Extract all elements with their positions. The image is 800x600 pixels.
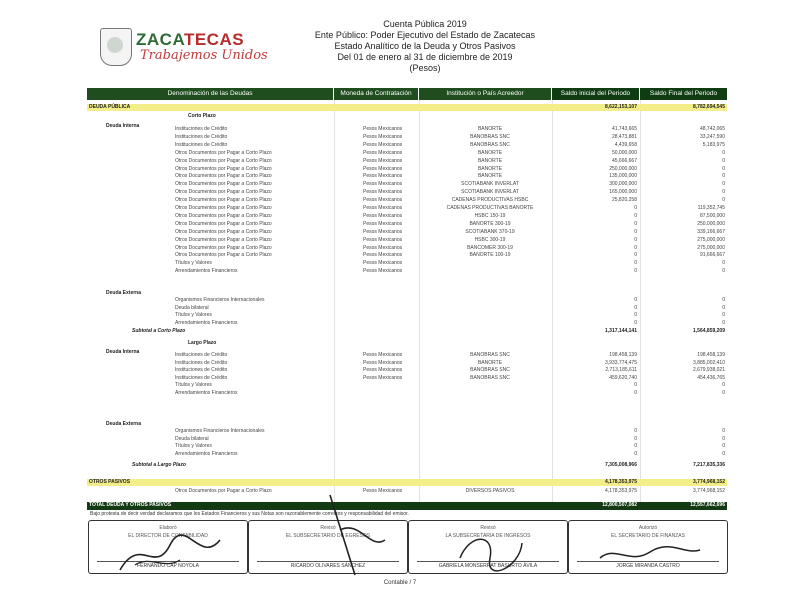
saldo-inicial-cell: 0 bbox=[634, 220, 637, 227]
saldo-final-cell: 0 bbox=[722, 173, 725, 180]
signature-action: Revisó bbox=[480, 525, 496, 531]
page-footer: Contable / 7 bbox=[383, 580, 417, 586]
subtotal-lp-final: 7,217,835,336 bbox=[693, 462, 725, 468]
saldo-inicial-cell: 0 bbox=[634, 382, 637, 389]
table-row bbox=[87, 252, 727, 259]
signature-action: Revisó bbox=[320, 525, 336, 531]
moneda-cell: Pesos Mexicanos bbox=[363, 126, 403, 132]
acreedor-cell: BANOBRAS SNC bbox=[470, 374, 510, 381]
denominacion-cell: Otros Documentos por Pagar a Corto Plazo bbox=[175, 189, 272, 196]
moneda-cell: Pesos Mexicanos bbox=[363, 352, 403, 358]
saldo-inicial-cell: 165,000,000 bbox=[609, 189, 637, 196]
saldo-final-cell: 0 bbox=[722, 268, 725, 275]
saldo-final-cell: 3,885,002,410 bbox=[693, 359, 725, 366]
saldo-inicial-cell: 0 bbox=[634, 443, 637, 450]
saldo-final-cell: 0 bbox=[722, 428, 725, 434]
moneda-cell: Pesos Mexicanos bbox=[363, 141, 403, 148]
table-row bbox=[87, 166, 727, 173]
signature-role: EL DIRECTOR DE CONTABILIDAD bbox=[128, 533, 208, 539]
table-row bbox=[87, 237, 727, 244]
total-label: TOTAL DEUDA Y OTROS PASIVOS bbox=[89, 502, 172, 508]
moneda-cell: Pesos Mexicanos bbox=[363, 181, 403, 188]
signature-name: RICARDO OLIVARES SÁNCHEZ bbox=[290, 563, 366, 569]
moneda-cell: Pesos Mexicanos bbox=[363, 173, 403, 180]
saldo-final-cell: 275,000,000 bbox=[697, 244, 725, 251]
acreedor-cell: BANORTE bbox=[477, 149, 503, 156]
denominacion-cell: Otros Documentos por Pagar a Corto Plazo bbox=[175, 205, 272, 211]
saldo-inicial-cell: 2,713,185,611 bbox=[605, 367, 637, 374]
denominacion-cell: Instituciones de Crédito bbox=[175, 133, 228, 140]
denominacion-cell: Otros Documentos por Pagar a Corto Plazo bbox=[175, 173, 272, 180]
saldo-inicial-cell: 4,439,658 bbox=[614, 141, 637, 148]
saldo-final-cell: 275,000,000 bbox=[697, 236, 725, 243]
denominacion-cell: Otros Documentos por Pagar a Corto Plazo bbox=[175, 244, 272, 251]
denominacion-cell: Otros Documentos por Pagar a Corto Plazo bbox=[175, 228, 272, 235]
table-row bbox=[87, 443, 727, 450]
table-row bbox=[87, 173, 727, 180]
denominacion-cell: Arrendamientos Financieros bbox=[175, 268, 238, 275]
denominacion-cell: Otros Documentos por Pagar a Corto Plazo bbox=[175, 149, 272, 156]
acreedor-cell: BANOBRAS SNC bbox=[470, 133, 510, 140]
table-row bbox=[87, 297, 727, 304]
signature-name: GABRIELA MONSERRAT BASURTO ÁVILA bbox=[438, 563, 538, 569]
acreedor-cell: BANORTE bbox=[477, 165, 503, 172]
saldo-final-cell: 87,500,000 bbox=[699, 212, 725, 219]
table-row bbox=[87, 428, 727, 435]
col-denominacion: Denominación de las Deudas bbox=[87, 88, 333, 100]
signature-action: Autorizó bbox=[638, 525, 658, 531]
denominacion-cell: Títulos y Valores bbox=[175, 312, 212, 319]
denominacion-cell: Instituciones de Crédito bbox=[175, 359, 228, 366]
col-saldo-inicial: Saldo inicial del Periodo bbox=[552, 88, 639, 100]
moneda-cell: Pesos Mexicanos bbox=[363, 374, 403, 381]
table-row bbox=[87, 158, 727, 165]
saldo-inicial-cell: 0 bbox=[634, 205, 637, 211]
corto-plazo-heading: Corto Plazo bbox=[188, 113, 216, 119]
acreedor-cell: CADENAS PRODUCTIVAS BANORTE bbox=[446, 205, 534, 211]
signature-line bbox=[97, 561, 239, 562]
cp-deuda-interna-label: Deuda Interna bbox=[106, 123, 140, 129]
denominacion-cell: Otros Documentos por Pagar a Corto Plazo bbox=[175, 181, 272, 188]
table-row bbox=[87, 451, 727, 458]
moneda-cell: Pesos Mexicanos bbox=[363, 228, 403, 235]
denominacion-cell: Títulos y Valores bbox=[175, 382, 212, 389]
saldo-final-cell: 0 bbox=[722, 189, 725, 196]
moneda-cell: Pesos Mexicanos bbox=[363, 149, 403, 156]
table-row bbox=[87, 134, 727, 141]
subtotal-cp-label: Subtotal a Corto Plazo bbox=[132, 328, 186, 334]
signature-line bbox=[417, 561, 559, 562]
saldo-inicial-cell: 0 bbox=[634, 435, 637, 442]
saldo-final-cell: 0 bbox=[722, 435, 725, 442]
denominacion-cell: Otros Documentos por Pagar a Corto Plazo bbox=[175, 236, 272, 243]
table-row bbox=[87, 390, 727, 397]
table-row bbox=[87, 312, 727, 319]
signature-line bbox=[257, 561, 399, 562]
table-row bbox=[87, 213, 727, 220]
denominacion-cell: Otros Documentos por Pagar a Corto Plazo bbox=[175, 197, 272, 204]
saldo-final-cell: 0 bbox=[722, 181, 725, 188]
subtotal-lp-label: Subtotal a Largo Plazo bbox=[132, 462, 186, 468]
saldo-inicial-cell: 0 bbox=[634, 297, 637, 303]
table-row bbox=[87, 382, 727, 389]
signature-block bbox=[88, 520, 248, 574]
denominacion-cell: Otros Documentos por Pagar a Corto Plazo bbox=[175, 157, 272, 164]
moneda-cell: Pesos Mexicanos bbox=[363, 205, 403, 211]
moneda-cell: Pesos Mexicanos bbox=[363, 133, 403, 140]
col-moneda: Moneda de Contratación bbox=[334, 88, 418, 100]
saldo-inicial-cell: 0 bbox=[634, 450, 637, 457]
saldo-inicial-cell: 0 bbox=[634, 212, 637, 219]
denominacion-cell: Instituciones de Crédito bbox=[175, 367, 228, 374]
largo-plazo-heading: Largo Plazo bbox=[188, 340, 217, 346]
signature-role: EL SECRETARIO DE FINANZAS bbox=[611, 533, 685, 539]
table-row bbox=[87, 126, 727, 133]
table-row bbox=[87, 305, 727, 312]
report-name: Estado Analítico de la Deuda y Otros Pasivos bbox=[334, 41, 516, 51]
saldo-inicial-cell: 0 bbox=[634, 236, 637, 243]
acreedor-cell: BANORTE 300-19 bbox=[469, 220, 511, 227]
table-row bbox=[87, 142, 727, 149]
saldo-final-cell: 454,436,765 bbox=[697, 374, 725, 381]
denominacion-cell: Títulos y Valores bbox=[175, 260, 212, 267]
moneda-cell: Pesos Mexicanos bbox=[363, 260, 403, 267]
saldo-inicial-cell: 0 bbox=[634, 268, 637, 275]
signature-role: LA SUBSECRETARIA DE INGRESOS bbox=[445, 533, 531, 539]
acreedor-cell: HSBC 150-19 bbox=[474, 212, 506, 219]
saldo-final-cell: 119,352,745 bbox=[697, 205, 725, 211]
total-final: 12,557,662,696 bbox=[690, 502, 725, 508]
saldo-inicial-cell: 0 bbox=[634, 260, 637, 267]
signature-line bbox=[577, 561, 719, 562]
denominacion-cell: Arrendamientos Financieros bbox=[175, 319, 238, 326]
saldo-final-cell: 198,458,139 bbox=[697, 352, 725, 358]
moneda-cell: Pesos Mexicanos bbox=[363, 244, 403, 251]
signature-block bbox=[408, 520, 568, 574]
saldo-inicial-cell: 459,620,740 bbox=[609, 374, 637, 381]
op-moneda: Pesos Mexicanos bbox=[363, 488, 403, 494]
subtotal-cp-inicial: 1,317,144,141 bbox=[605, 328, 637, 334]
saldo-inicial-cell: 198,458,139 bbox=[609, 352, 637, 358]
acreedor-cell: HSBC 300-19 bbox=[474, 236, 506, 243]
denominacion-cell: Arrendamientos Financieros bbox=[175, 390, 238, 396]
table-row bbox=[87, 260, 727, 267]
saldo-final-cell: 0 bbox=[722, 450, 725, 457]
table-row bbox=[87, 360, 727, 367]
saldo-inicial-cell: 0 bbox=[634, 228, 637, 235]
acreedor-cell: SCOTIABANK 370-19 bbox=[465, 228, 515, 235]
signature-name: FERNANDO CAP NOYOLA bbox=[137, 563, 199, 569]
subtotal-lp-inicial: 7,305,008,966 bbox=[605, 462, 637, 468]
denominacion-cell: Otros Documentos por Pagar a Corto Plazo bbox=[175, 252, 272, 259]
denominacion-cell: Instituciones de Crédito bbox=[175, 374, 228, 381]
table-row bbox=[87, 221, 727, 228]
table-row bbox=[87, 375, 727, 382]
signature-role: EL SUBSECRETARIO DE EGRESOS bbox=[285, 533, 371, 539]
zacatecas-logo bbox=[100, 28, 268, 68]
moneda-cell: Pesos Mexicanos bbox=[363, 189, 403, 196]
saldo-final-cell: 250,000,000 bbox=[697, 220, 725, 227]
saldo-final-cell: 0 bbox=[722, 312, 725, 319]
total-row bbox=[87, 502, 727, 510]
denominacion-cell: Otros Documentos por Pagar a Corto Plazo bbox=[175, 212, 272, 219]
table-row bbox=[87, 436, 727, 443]
saldo-final-cell: 0 bbox=[722, 304, 725, 311]
saldo-final-cell: 0 bbox=[722, 382, 725, 389]
saldo-final-cell: 0 bbox=[722, 157, 725, 164]
moneda-cell: Pesos Mexicanos bbox=[363, 197, 403, 204]
acreedor-cell: BANOBRAS SNC bbox=[470, 141, 510, 148]
op-inicial: 4,178,353,975 bbox=[605, 488, 637, 494]
saldo-inicial-cell: 0 bbox=[634, 319, 637, 326]
deuda-publica-final: 8,782,694,545 bbox=[693, 104, 725, 110]
saldo-inicial-cell: 0 bbox=[634, 304, 637, 311]
saldo-final-cell: 0 bbox=[722, 197, 725, 204]
otros-pasivos-detail-row bbox=[87, 488, 727, 495]
state-seal-icon bbox=[100, 28, 132, 66]
saldo-inicial-cell: 25,820,258 bbox=[611, 197, 637, 204]
moneda-cell: Pesos Mexicanos bbox=[363, 268, 403, 275]
signature-block bbox=[568, 520, 728, 574]
signature-action: Elaboró bbox=[159, 525, 177, 531]
denominacion-cell: Organismos Financieros Internacionales bbox=[175, 428, 265, 434]
acreedor-cell: BANOBRAS SNC bbox=[470, 367, 510, 374]
total-inicial: 12,800,507,082 bbox=[602, 502, 637, 508]
saldo-final-cell: 0 bbox=[722, 319, 725, 326]
table-row bbox=[87, 197, 727, 204]
moneda-cell: Pesos Mexicanos bbox=[363, 236, 403, 243]
acreedor-cell: BANOBRAS SNC bbox=[470, 352, 510, 358]
saldo-final-cell: 33,247,590 bbox=[699, 133, 725, 140]
col-institucion: Institución o País Acreedor bbox=[419, 88, 551, 100]
lp-deuda-interna-label: Deuda Interna bbox=[106, 349, 140, 355]
denominacion-cell: Otros Documentos por Pagar a Corto Plazo bbox=[175, 220, 272, 227]
moneda-cell: Pesos Mexicanos bbox=[363, 157, 403, 164]
denominacion-cell: Títulos y Valores bbox=[175, 443, 212, 450]
denominacion-cell: Deuda bilateral bbox=[175, 304, 209, 311]
report-entity: Ente Público: Poder Ejecutivo del Estado de Zacatecas bbox=[314, 30, 536, 40]
acreedor-cell: CADENAS PRODUCTIVAS HSBC bbox=[451, 197, 529, 204]
saldo-inicial-cell: 50,000,000 bbox=[611, 149, 637, 156]
saldo-final-cell: 2,679,938,021 bbox=[693, 367, 725, 374]
report-currency: (Pesos) bbox=[409, 63, 441, 73]
otros-pasivos-row bbox=[87, 479, 727, 486]
subtotal-largo-plazo-row bbox=[87, 462, 727, 469]
deuda-publica-inicial: 8,622,153,107 bbox=[605, 104, 637, 110]
saldo-inicial-cell: 135,000,000 bbox=[609, 173, 637, 180]
table-row bbox=[87, 352, 727, 359]
acreedor-cell: SCOTIABANK INVERLAT bbox=[461, 181, 519, 188]
saldo-inicial-cell: 41,743,665 bbox=[611, 126, 637, 132]
denominacion-cell: Otros Documentos por Pagar a Corto Plazo bbox=[175, 165, 272, 172]
subtotal-corto-plazo-row bbox=[87, 328, 727, 335]
cp-deuda-externa-label: Deuda Externa bbox=[106, 290, 142, 296]
saldo-final-cell: 0 bbox=[722, 165, 725, 172]
acreedor-cell: BANORTE 100-19 bbox=[469, 252, 511, 259]
saldo-final-cell: 0 bbox=[722, 297, 725, 303]
op-acreedor: DIVERSOS PASIVOS bbox=[465, 488, 515, 494]
table-row bbox=[87, 181, 727, 188]
otros-pasivos-label: OTROS PASIVOS bbox=[89, 479, 131, 485]
op-final: 3,774,968,152 bbox=[693, 488, 725, 494]
otros-pasivos-inicial: 4,178,353,975 bbox=[605, 479, 637, 485]
denominacion-cell: Instituciones de Crédito bbox=[175, 352, 228, 358]
denominacion-cell: Instituciones de Crédito bbox=[175, 141, 228, 148]
acreedor-cell: BANCOMER 300-19 bbox=[467, 244, 513, 251]
saldo-final-cell: 0 bbox=[722, 443, 725, 450]
saldo-inicial-cell: 0 bbox=[634, 244, 637, 251]
saldo-inicial-cell: 300,000,000 bbox=[609, 181, 637, 188]
saldo-final-cell: 0 bbox=[722, 260, 725, 267]
table-row bbox=[87, 189, 727, 196]
report-title: Cuenta Pública 2019 bbox=[383, 19, 467, 29]
moneda-cell: Pesos Mexicanos bbox=[363, 220, 403, 227]
table-row bbox=[87, 150, 727, 157]
saldo-inicial-cell: 250,000,000 bbox=[609, 165, 637, 172]
table-header bbox=[87, 88, 727, 100]
saldo-inicial-cell: 0 bbox=[634, 312, 637, 319]
moneda-cell: Pesos Mexicanos bbox=[363, 212, 403, 219]
saldo-final-cell: 0 bbox=[722, 149, 725, 156]
acreedor-cell: BANORTE bbox=[477, 126, 503, 132]
saldo-inicial-cell: 28,473,881 bbox=[611, 133, 637, 140]
saldo-inicial-cell: 0 bbox=[634, 428, 637, 434]
report-header bbox=[250, 19, 600, 74]
moneda-cell: Pesos Mexicanos bbox=[363, 252, 403, 259]
moneda-cell: Pesos Mexicanos bbox=[363, 367, 403, 374]
table-row bbox=[87, 320, 727, 327]
denominacion-cell: Instituciones de Crédito bbox=[175, 126, 228, 132]
saldo-inicial-cell: 0 bbox=[634, 390, 637, 396]
acreedor-cell: SCOTIABANK INVERLAT bbox=[461, 189, 519, 196]
table-row bbox=[87, 268, 727, 275]
denominacion-cell: Organismos Financieros Internacionales bbox=[175, 297, 265, 303]
table-row bbox=[87, 205, 727, 212]
table-row bbox=[87, 229, 727, 236]
subtotal-cp-final: 1,564,859,209 bbox=[693, 328, 725, 334]
denominacion-cell: Deuda bilateral bbox=[175, 435, 209, 442]
saldo-inicial-cell: 0 bbox=[634, 252, 637, 259]
acreedor-cell: BANORTE bbox=[477, 157, 503, 164]
moneda-cell: Pesos Mexicanos bbox=[363, 359, 403, 366]
moneda-cell: Pesos Mexicanos bbox=[363, 165, 403, 172]
report-period: Del 01 de enero al 31 de diciembre de 2019 bbox=[337, 52, 513, 62]
saldo-final-cell: 91,666,667 bbox=[699, 252, 725, 259]
acreedor-cell: BANORTE bbox=[477, 359, 503, 366]
table-row bbox=[87, 245, 727, 252]
op-denominacion: Otros Documentos por Pagar a Corto Plazo bbox=[175, 488, 272, 494]
saldo-inicial-cell: 3,933,774,475 bbox=[605, 359, 637, 366]
otros-pasivos-final: 3,774,968,152 bbox=[693, 479, 725, 485]
saldo-final-cell: 0 bbox=[722, 390, 725, 396]
saldo-final-cell: 48,742,065 bbox=[699, 126, 725, 132]
saldo-final-cell: 339,166,667 bbox=[697, 228, 725, 235]
denominacion-cell: Arrendamientos Financieros bbox=[175, 450, 238, 457]
protesta-statement: Bajo protesta de decir verdad declaramos que los Estados Financieros y sus Notas son razonablemente correctos y responsabilidad del emisor. bbox=[90, 511, 409, 517]
col-saldo-final: Saldo Final del Periodo bbox=[640, 88, 727, 100]
deuda-publica-label: DEUDA PÚBLICA bbox=[89, 104, 131, 110]
table-row bbox=[87, 367, 727, 374]
logo-motto: Trabajemos Unidos bbox=[140, 48, 268, 63]
deuda-publica-row bbox=[87, 104, 727, 111]
lp-deuda-externa-label: Deuda Externa bbox=[106, 421, 142, 427]
acreedor-cell: BANORTE bbox=[477, 173, 503, 180]
signature-block bbox=[248, 520, 408, 574]
logo-brand: ZACATECAS bbox=[136, 30, 245, 49]
saldo-inicial-cell: 45,666,667 bbox=[611, 157, 637, 164]
saldo-final-cell: 5,183,975 bbox=[702, 141, 725, 148]
signature-name: JORGE MIRANDA CASTRO bbox=[616, 563, 680, 569]
